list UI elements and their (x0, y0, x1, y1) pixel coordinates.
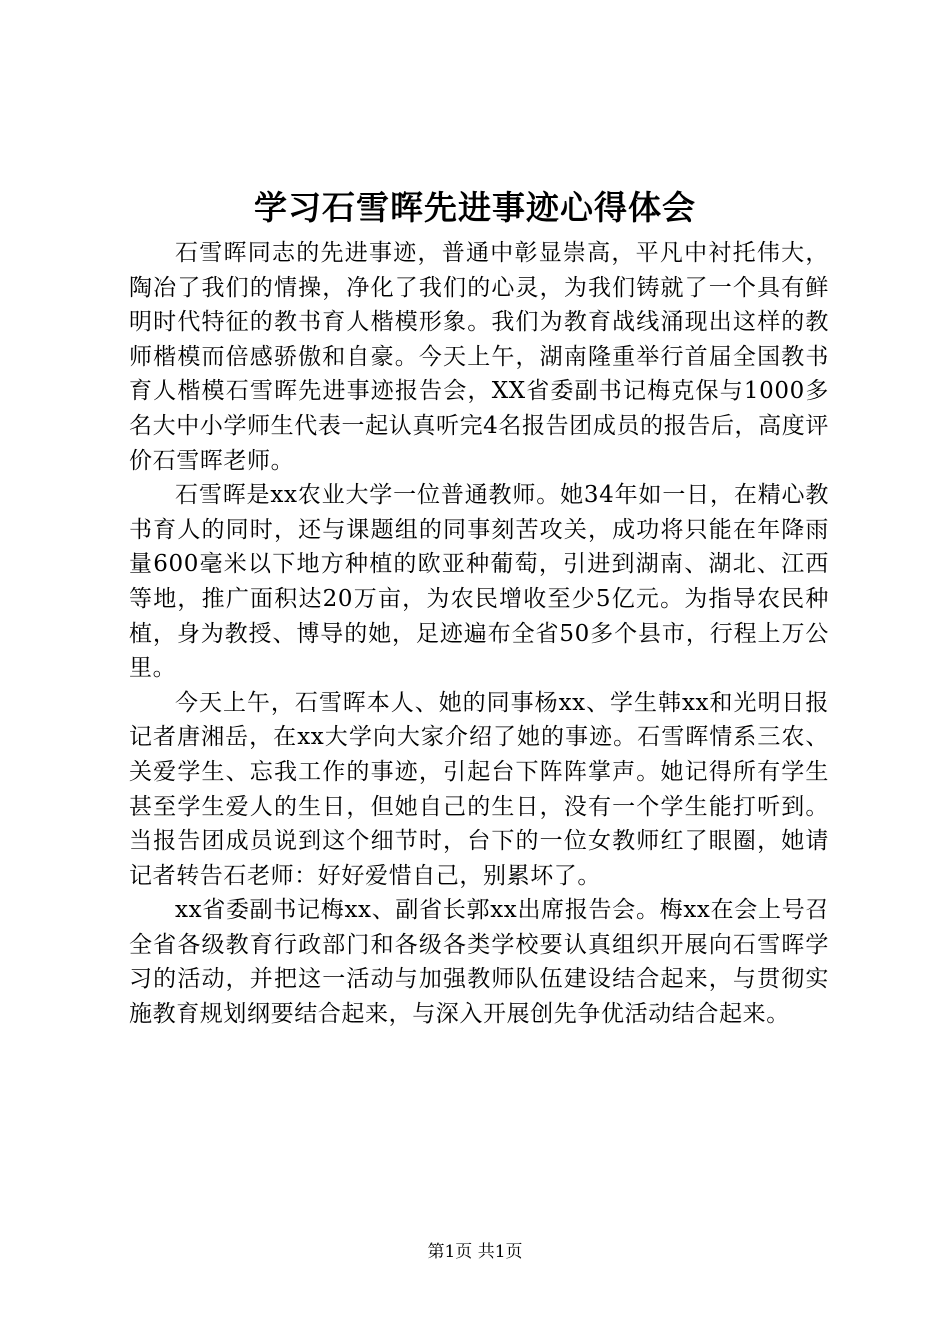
paragraph-3: 今天上午，石雪晖本人、她的同事杨xx、学生韩xx和光明日报记者唐湘岳，在xx大学向大家介绍了她的事迹。石雪晖情系三农、关爱学生、忘我工作的事迹，引起台下阵阵掌声。她记得所有学生甚至学生爱人的生日，但她自己的生日，没有一个学生能打听到。当报告团成员说到这个细节时，台下的一位女教师红了眼圈，她请记者转告石老师：好好爱惜自己，别累坏了。 (129, 689, 829, 889)
page-number-footer: 第1页 共1页 (427, 1242, 523, 1262)
document-body (129, 236, 829, 1032)
paragraph-1: 石雪晖同志的先进事迹，普通中彰显崇高，平凡中衬托伟大，陶冶了我们的情操，净化了我们的心灵，为我们铸就了一个具有鲜明时代特征的教书育人楷模形象。我们为教育战线涌现出这样的教师楷模而倍感骄傲和自豪。今天上午，湖南隆重举行首届全国教书育人楷模石雪晖先进事迹报告会，XX省委副书记梅克保与1000多名大中小学师生代表一起认真听完4名报告团成员的报告后，高度评价石雪晖老师。 (129, 240, 829, 474)
paragraph-2: 石雪晖是xx农业大学一位普通教师。她34年如一日，在精心教书育人的同时，还与课题组的同事刻苦攻关，成功将只能在年降雨量600毫米以下地方种植的欧亚种葡萄，引进到湖南、湖北、江西等地，推广面积达20万亩，为农民增收至少5亿元。为指导农民种植，身为教授、博导的她，足迹遍布全省50多个县市，行程上万公里。 (129, 482, 829, 682)
paragraph-4: xx省委副书记梅xx、副省长郭xx出席报告会。梅xx在会上号召全省各级教育行政部门和各级各类学校要认真组织开展向石雪晖学习的活动，并把这一活动与加强教师队伍建设结合起来，与贯彻实施教育规划纲要结合起来，与深入开展创先争优活动结合起来。 (129, 897, 829, 1028)
document-title: 学习石雪晖先进事迹心得体会 (254, 188, 696, 227)
